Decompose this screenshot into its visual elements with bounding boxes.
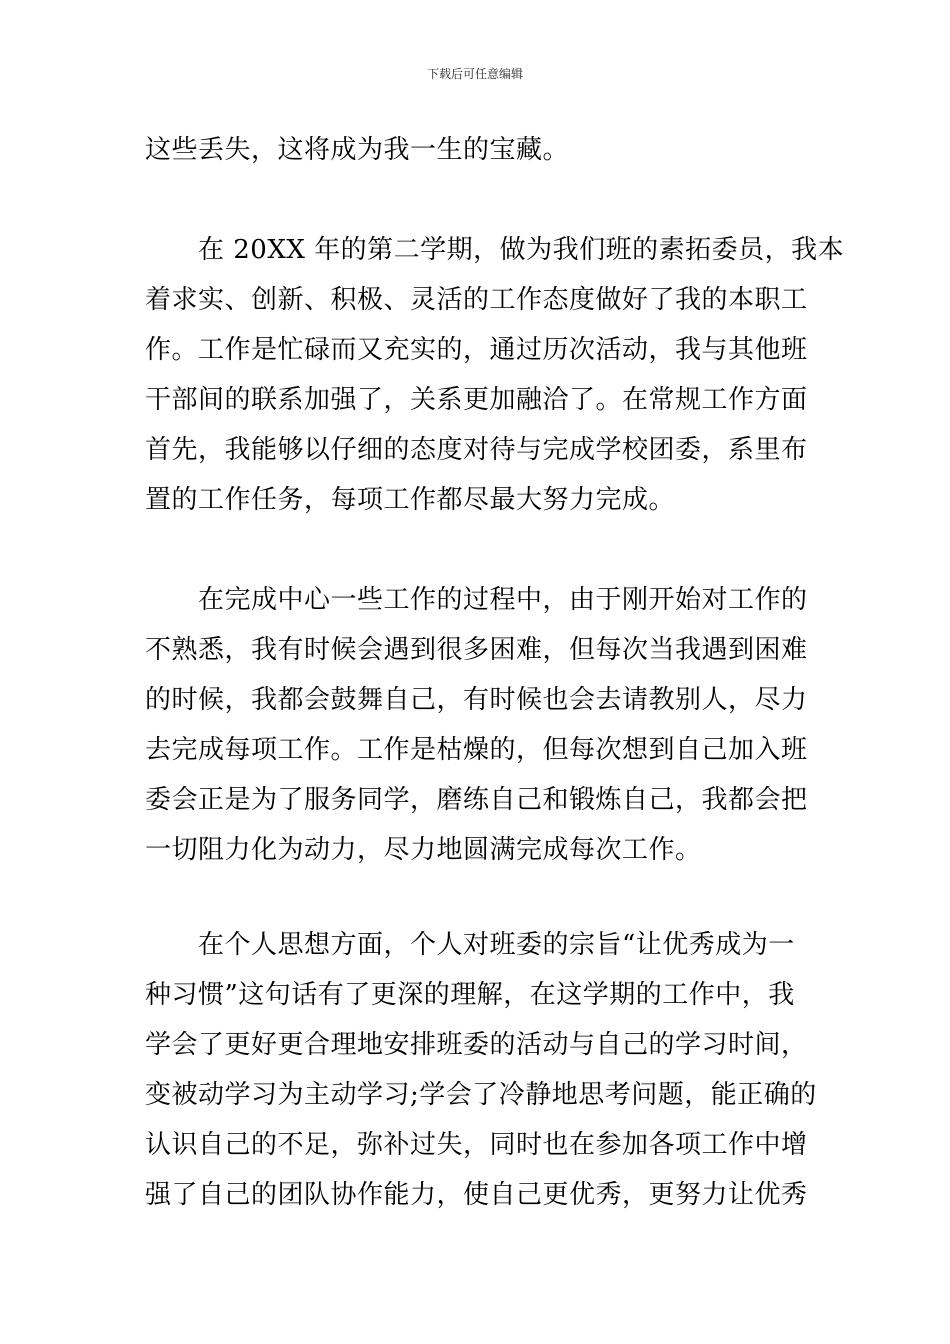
- paragraph-3: [145, 575, 815, 875]
- text-line: 种习惯”这句话有了更深的理解，在这学期的工作中，我: [145, 980, 795, 1010]
- text-line: 在个人思想方面，个人对班委的宗旨“让优秀成为一: [145, 930, 795, 960]
- text-line: 着求实、创新、积极、灵活的工作态度做好了我的本职工: [145, 285, 808, 315]
- text-line: 在完成中心一些工作的过程中，由于刚开始对工作的: [145, 585, 808, 615]
- text-line: 在 20XX 年的第二学期，做为我们班的素拓委员，我本: [145, 235, 845, 265]
- text-line: 这些丢失，这将成为我一生的宝藏。: [145, 135, 570, 165]
- text-line: 委会正是为了服务同学，磨练自己和锻炼自己，我都会把: [145, 785, 808, 815]
- text-line: 作。工作是忙碌而又充实的，通过历次活动，我与其他班: [145, 335, 808, 365]
- text-line: 一切阻力化为动力，尽力地圆满完成每次工作。: [145, 835, 702, 865]
- page-header-note: 下载后可任意编辑: [426, 67, 523, 81]
- text-line: 学会了更好更合理地安排班委的活动与自己的学习时间，: [145, 1030, 808, 1060]
- text-line: 变被动学习为主动学习;学会了冷静地思考问题，能正确的: [145, 1080, 817, 1110]
- text-line: 的时候，我都会鼓舞自己，有时候也会去请教别人，尽力: [145, 685, 808, 715]
- text-line: 认识自己的不足，弥补过失，同时也在参加各项工作中增: [145, 1130, 808, 1160]
- text-line: 干部间的联系加强了，关系更加融洽了。在常规工作方面: [145, 385, 808, 415]
- paragraph-2: [145, 225, 845, 525]
- text-line: 强了自己的团队协作能力，使自己更优秀，更努力让优秀: [145, 1180, 808, 1210]
- paragraph-4: [145, 920, 815, 1220]
- text-line: 去完成每项工作。工作是枯燥的，但每次想到自己加入班: [145, 735, 808, 765]
- text-line: 首先，我能够以仔细的态度对待与完成学校团委，系里布: [145, 435, 808, 465]
- text-line: 不熟悉，我有时候会遇到很多困难，但每次当我遇到困难: [145, 635, 808, 665]
- text-line: 置的工作任务，每项工作都尽最大努力完成。: [145, 485, 676, 515]
- paragraph-1: [145, 125, 815, 175]
